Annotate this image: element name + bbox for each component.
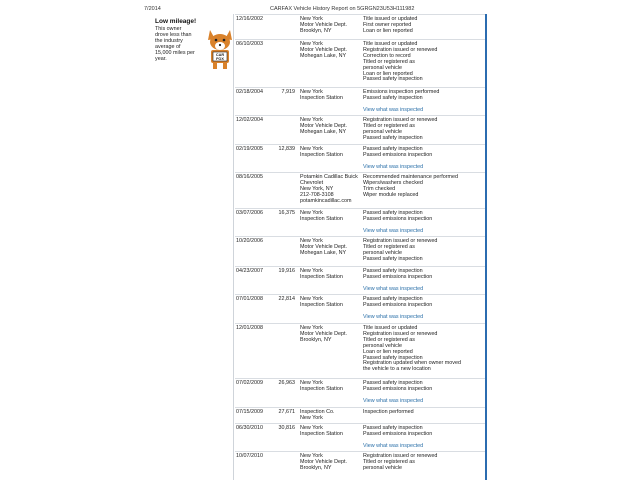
view-inspection-link[interactable]: View what was inspected <box>363 398 424 404</box>
record-odometer: 12,839 <box>278 146 295 152</box>
record-odometer: 16,375 <box>278 210 295 216</box>
history-row <box>235 144 485 173</box>
record-date: 03/07/2006 <box>236 210 263 216</box>
record-comments: Passed safety inspection Passed emissions inspection <box>363 210 433 222</box>
record-date: 02/19/2005 <box>236 146 263 152</box>
history-row <box>235 378 485 408</box>
record-source: Inspection Co. New York <box>300 409 335 421</box>
record-source: New York Motor Vehicle Dept. Brooklyn, NY <box>300 16 348 34</box>
history-row <box>235 266 485 295</box>
record-comments: Title issued or updated Registration issued or renewed Correction to record Titled or registered as personal vehicle Loan or lien reported Passed safety inspection <box>363 41 438 83</box>
record-odometer: 27,671 <box>278 409 295 415</box>
callout-body: This owner drove less than the industry average of 15,000 miles per year. <box>155 26 195 63</box>
record-date: 12/02/2004 <box>236 117 263 123</box>
column-divider <box>233 14 234 480</box>
history-row <box>235 115 485 145</box>
view-inspection-link[interactable]: View what was inspected <box>363 107 424 113</box>
view-inspection-link[interactable]: View what was inspected <box>363 314 424 320</box>
record-date: 10/07/2010 <box>236 453 263 459</box>
view-inspection-link[interactable]: View what was inspected <box>363 164 424 170</box>
record-comments: Passed safety inspection Passed emissions inspection <box>363 268 433 280</box>
low-mileage-callout <box>155 18 231 72</box>
report-date: 7/2014 <box>144 6 161 12</box>
record-comments: Registration issued or renewed Titled or registered as personal vehicle <box>363 453 438 471</box>
record-date: 07/02/2009 <box>236 380 263 386</box>
record-source: Potamkin Cadillac Buick Chevrolet New York, NY 212-708-3108 potamkincadillac.com <box>300 174 358 204</box>
history-row <box>235 294 485 324</box>
history-row <box>235 172 485 209</box>
record-source: New York Motor Vehicle Dept. Mohegan Lake, NY <box>300 238 348 256</box>
history-row <box>235 87 485 116</box>
view-inspection-link[interactable]: View what was inspected <box>363 228 424 234</box>
record-odometer: 30,816 <box>278 425 295 431</box>
record-source: New York Motor Vehicle Dept. Brooklyn, NY <box>300 325 348 343</box>
record-comments: Recommended maintenance performed Wipers/washers checked Trim checked Wiper module replaced <box>363 174 458 198</box>
history-row <box>235 14 485 40</box>
history-document <box>149 14 488 480</box>
history-row <box>235 423 485 452</box>
view-inspection-link[interactable]: View what was inspected <box>363 286 424 292</box>
view-inspection-link[interactable]: View what was inspected <box>363 443 424 449</box>
record-source: New York Inspection Station <box>300 210 343 222</box>
history-row <box>235 323 485 379</box>
record-date: 06/30/2010 <box>236 425 263 431</box>
record-comments: Passed safety inspection Passed emissions inspection <box>363 146 433 158</box>
record-comments: Passed safety inspection Passed emissions inspection <box>363 425 433 437</box>
page-right-border <box>485 14 487 480</box>
history-row <box>235 39 485 88</box>
callout-title: Low mileage! <box>155 18 197 25</box>
record-odometer: 22,814 <box>278 296 295 302</box>
record-source: New York Motor Vehicle Dept. Mohegan Lake, NY <box>300 41 348 59</box>
record-source: New York Motor Vehicle Dept. Brooklyn, NY <box>300 453 348 471</box>
record-date: 08/16/2005 <box>236 174 263 180</box>
record-source: New York Inspection Station <box>300 296 343 308</box>
record-date: 06/10/2003 <box>236 41 263 47</box>
record-comments: Title issued or updated Registration issued or renewed Titled or registered as personal vehicle Loan or lien reported Passed safety inspection Registration updated when owner moved the vehicle to a new location <box>363 325 461 373</box>
record-date: 02/18/2004 <box>236 89 263 95</box>
record-date: 07/15/2009 <box>236 409 263 415</box>
record-odometer: 19,916 <box>278 268 295 274</box>
record-odometer: 7,919 <box>281 89 295 95</box>
record-comments: Emissions inspection performed Passed safety inspection <box>363 89 440 101</box>
record-date: 12/01/2008 <box>236 325 263 331</box>
record-date: 07/01/2008 <box>236 296 263 302</box>
record-date: 04/23/2007 <box>236 268 263 274</box>
record-comments: Passed safety inspection Passed emissions inspection <box>363 380 433 392</box>
record-comments: Inspection performed <box>363 409 414 415</box>
record-comments: Registration issued or renewed Titled or registered as personal vehicle Passed safety inspection <box>363 238 438 262</box>
record-source: New York Inspection Station <box>300 425 343 437</box>
report-title: CARFAX Vehicle History Report on 5GRGN23U53H111982 <box>270 6 415 12</box>
svg-text:FOX: FOX <box>216 57 224 61</box>
history-row <box>235 236 485 267</box>
record-comments: Passed safety inspection Passed emissions inspection <box>363 296 433 308</box>
history-row <box>235 451 485 481</box>
record-source: New York Inspection Station <box>300 89 343 101</box>
svg-text:CAR: CAR <box>215 53 225 57</box>
history-row <box>235 407 485 424</box>
record-comments: Registration issued or renewed Titled or registered as personal vehicle Passed safety inspection <box>363 117 438 141</box>
record-date: 12/16/2002 <box>236 16 263 22</box>
record-source: New York Inspection Station <box>300 268 343 280</box>
record-odometer: 26,963 <box>278 380 295 386</box>
record-source: New York Motor Vehicle Dept. Mohegan Lake, NY <box>300 117 348 135</box>
record-source: New York Inspection Station <box>300 146 343 158</box>
carfox-mascot-icon <box>205 26 235 70</box>
record-date: 10/20/2006 <box>236 238 263 244</box>
record-source: New York Inspection Station <box>300 380 343 392</box>
record-comments: Title issued or updated First owner reported Loan or lien reported <box>363 16 418 34</box>
history-row <box>235 208 485 237</box>
